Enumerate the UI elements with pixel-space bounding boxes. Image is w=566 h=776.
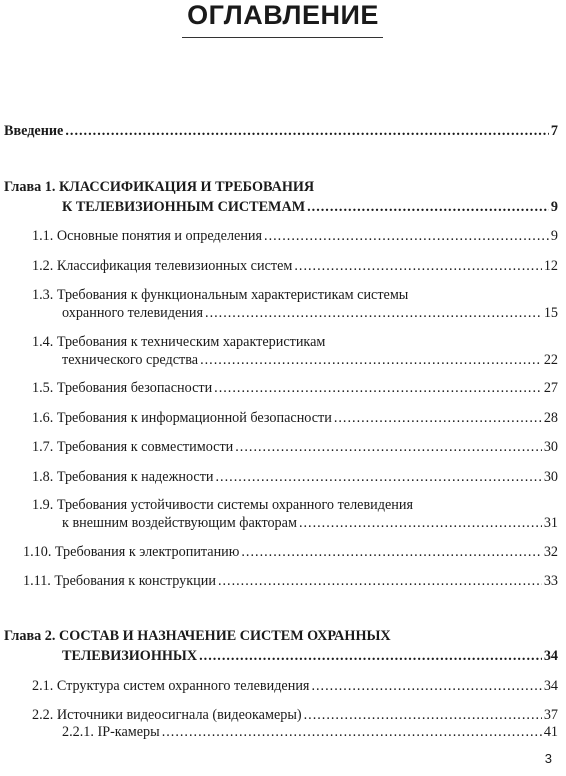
leader-dots [241, 544, 541, 561]
toc-entry-1-11[interactable] [23, 573, 558, 590]
page-title: ОГЛАВЛЕНИЕ [187, 0, 379, 30]
toc-entry-1-1[interactable] [32, 228, 558, 245]
leader-dots [218, 573, 542, 590]
toc-entry-title: 2.2.1. IP-камеры [62, 724, 160, 740]
toc-entry-1-3[interactable] [32, 287, 558, 322]
leader-dots [299, 515, 542, 532]
toc-entry-2-2[interactable] [32, 707, 558, 724]
toc-entry-intro[interactable] [4, 123, 558, 140]
leader-dots [334, 410, 542, 427]
toc-entry-title: 1.7. Требования к совместимости [32, 439, 234, 455]
toc-page-number: 31 [543, 515, 558, 531]
toc-entry-title: Глава 1. КЛАССИФИКАЦИЯ И ТРЕБОВАНИЯ [4, 179, 315, 195]
toc-entry-title-cont: технического средства [62, 352, 199, 368]
toc-entry-title-cont: ТЕЛЕВИЗИОННЫХ [62, 648, 198, 664]
toc-entry-1-6[interactable] [32, 410, 558, 427]
toc-entry-title: 1.4. Требования к техническим характеристикам [32, 334, 326, 350]
leader-dots [216, 469, 542, 486]
toc-entry-title: 1.9. Требования устойчивости системы охранного телевидения [32, 497, 413, 513]
leader-dots [235, 439, 542, 456]
toc-entry-title-cont: к внешним воздействующим факторам [62, 515, 297, 531]
toc-entry-title: 2.1. Структура систем охранного телевидения [32, 678, 310, 694]
toc-entry-title: 1.3. Требования к функциональным характеристикам системы [32, 287, 409, 303]
leader-dots [162, 724, 542, 741]
toc-page-number: 22 [543, 352, 558, 368]
toc-entry-chapter-1[interactable] [4, 179, 558, 216]
toc-page-number: 30 [543, 469, 558, 485]
toc-entry-title: Глава 2. СОСТАВ И НАЗНАЧЕНИЕ СИСТЕМ ОХРАННЫХ [4, 628, 391, 644]
toc-entry-chapter-2[interactable] [4, 628, 558, 665]
toc-entry-title: 1.1. Основные понятия и определения [32, 228, 263, 244]
leader-dots [205, 305, 542, 322]
toc-page-number: 34 [543, 648, 558, 664]
leader-dots [264, 228, 549, 245]
leader-dots [214, 380, 542, 397]
toc-page-number: 28 [543, 410, 558, 426]
title-underline [182, 37, 383, 38]
toc-entry-title: 1.8. Требования к надежности [32, 469, 214, 485]
toc-entry-title: 1.5. Требования безопасности [32, 380, 213, 396]
toc-page-number: 30 [543, 439, 558, 455]
toc-entry-title: Введение [4, 123, 64, 139]
toc-entry-2-2-1[interactable] [62, 724, 558, 741]
toc-entry-1-5[interactable] [32, 380, 558, 397]
toc-page-number: 7 [550, 123, 558, 139]
toc-entry-title: 1.6. Требования к информационной безопасности [32, 410, 332, 426]
toc-entry-2-1[interactable] [32, 678, 558, 695]
toc-page-number: 9 [550, 199, 558, 215]
toc-entry-title: 1.2. Классификация телевизионных систем [32, 258, 293, 274]
toc-page-number: 27 [543, 380, 558, 396]
toc-entry-title-cont: охранного телевидения [62, 305, 204, 321]
toc-page-number: 12 [543, 258, 558, 274]
toc-entry-title-cont: К ТЕЛЕВИЗИОННЫМ СИСТЕМАМ [62, 199, 306, 215]
leader-dots [294, 258, 541, 275]
toc-entry-1-7[interactable] [32, 439, 558, 456]
toc-entry-1-2[interactable] [32, 258, 558, 275]
toc-entry-1-9[interactable] [32, 497, 558, 532]
leader-dots [311, 678, 541, 695]
toc-entry-title: 1.10. Требования к электропитанию [23, 544, 240, 560]
toc-page-number: 33 [543, 573, 558, 589]
toc-entry-1-4[interactable] [32, 334, 558, 369]
leader-dots [307, 199, 549, 216]
toc-page-number: 32 [543, 544, 558, 560]
leader-dots [200, 352, 542, 369]
toc-entry-title: 1.11. Требования к конструкции [23, 573, 216, 589]
page-number: 3 [544, 751, 552, 766]
toc-entry-1-10[interactable] [23, 544, 558, 561]
toc-entry-title: 2.2. Источники видеосигнала (видеокамеры) [32, 707, 302, 723]
leader-dots [199, 648, 542, 665]
toc-page-number: 15 [543, 305, 558, 321]
toc-page-number: 41 [543, 724, 558, 740]
toc-page-number: 9 [550, 228, 558, 244]
leader-dots [304, 707, 542, 724]
toc-page-number: 34 [543, 678, 558, 694]
toc-entry-1-8[interactable] [32, 469, 558, 486]
toc-page-number: 37 [543, 707, 558, 723]
leader-dots [65, 123, 549, 140]
